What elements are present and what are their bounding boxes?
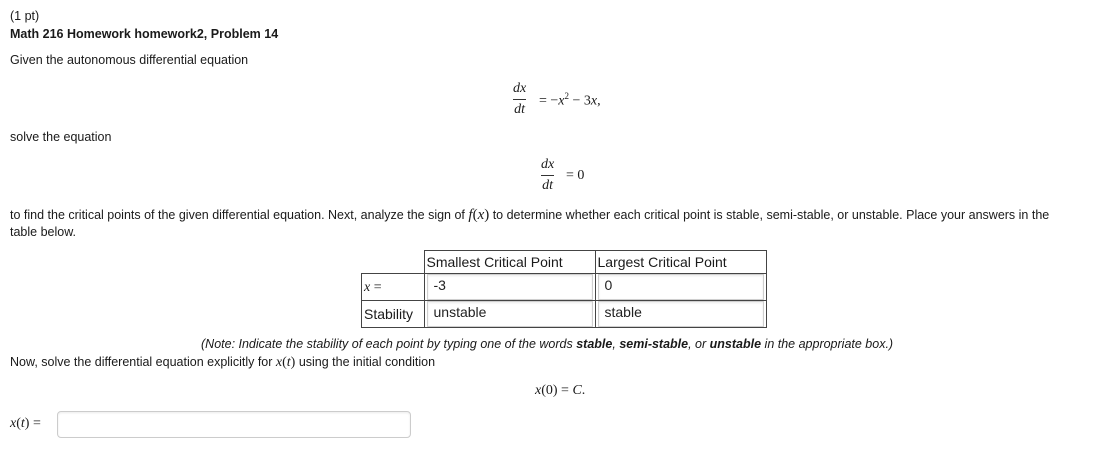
initial-condition-c: C	[572, 383, 582, 398]
equation2-fraction	[541, 157, 554, 194]
equation1-fraction	[513, 81, 526, 118]
note-sep1: ,	[612, 337, 620, 351]
largest-stability-input[interactable]: stable	[598, 301, 764, 327]
note-word-stable: stable	[576, 337, 613, 351]
instructions-part1: to find the critical points of the given differential equation. Next, analyze the sign of	[10, 208, 469, 222]
equation1-numerator: dx	[513, 81, 527, 96]
table-header-largest: Largest Critical Point	[595, 251, 766, 274]
table-header-smallest: Smallest Critical Point	[424, 251, 595, 274]
equation1-rhs	[539, 91, 601, 110]
critical-points-table	[361, 250, 767, 328]
equation2-rhs: = 0	[566, 168, 585, 183]
solve-text: solve the equation	[10, 130, 112, 144]
equation1-mid: − 3	[569, 93, 591, 109]
intro-text: Given the autonomous differential equation	[10, 53, 249, 67]
fx-close: )	[484, 207, 490, 223]
equation2-denominator: dt	[542, 178, 554, 193]
solve-explicit-suffix: using the initial condition	[295, 355, 436, 369]
equation2-numerator: dx	[541, 157, 555, 172]
answer-label	[10, 416, 41, 432]
note-word-semistable: semi-stable	[619, 337, 689, 351]
equation1-var1: x	[558, 93, 565, 109]
answer-label-x: x	[10, 416, 17, 431]
fx-f: f	[468, 207, 473, 223]
row-label-x-var: x	[364, 280, 371, 295]
note-word-unstable: unstable	[709, 337, 762, 351]
solve-explicit-text	[10, 355, 435, 371]
initial-condition-arg: (0) =	[541, 383, 573, 398]
fraction-bar	[541, 175, 554, 176]
fx-open: (	[472, 207, 478, 223]
solution-answer-input[interactable]	[57, 411, 411, 438]
points-label: (1 pt)	[10, 9, 40, 23]
fx-x: x	[477, 207, 485, 223]
largest-critical-point-input[interactable]: 0	[598, 274, 764, 300]
instructions-line2: table below.	[10, 225, 77, 239]
note-suffix: in the appropriate box.)	[761, 337, 894, 351]
row-label-x-eq: =	[370, 280, 382, 295]
row-label-stability: Stability	[362, 301, 425, 328]
equation1-denominator: dt	[514, 102, 526, 117]
answer-label-eq: =	[29, 416, 41, 431]
equation1-sup: 2	[564, 91, 570, 101]
equation1-var2: x	[590, 93, 598, 109]
initial-condition-x: x	[535, 383, 542, 398]
answer-label-close: )	[24, 416, 30, 431]
instructions-line1	[10, 207, 1049, 224]
solve-explicit-t: t	[286, 355, 291, 370]
initial-condition-end: .	[581, 383, 586, 398]
answer-label-t: t	[20, 416, 25, 431]
note-prefix: (Note: Indicate the stability of each point by typing one of the words	[201, 337, 577, 351]
initial-condition	[535, 383, 585, 399]
answer-label-open: (	[16, 416, 21, 431]
smallest-critical-point-input[interactable]: -3	[427, 274, 593, 300]
solve-explicit-close: )	[290, 355, 296, 370]
row-label-x	[362, 274, 425, 301]
solve-explicit-open: (	[282, 355, 287, 370]
note-sep2: , or	[688, 337, 710, 351]
equation1-eq: = −	[539, 93, 559, 109]
instructions-part2: to determine whether each critical point is stable, semi-stable, or unstable. Place your answers in the	[489, 208, 1050, 222]
solve-explicit-var: x	[275, 355, 283, 370]
table-corner	[362, 251, 425, 274]
smallest-stability-input[interactable]: unstable	[427, 301, 593, 327]
stability-note	[201, 337, 893, 351]
solve-explicit-prefix: Now, solve the differential equation explicitly for	[10, 355, 276, 369]
problem-title: Math 216 Homework homework2, Problem 14	[10, 27, 279, 41]
equation1-end: ,	[597, 93, 601, 109]
fraction-bar	[513, 99, 526, 100]
